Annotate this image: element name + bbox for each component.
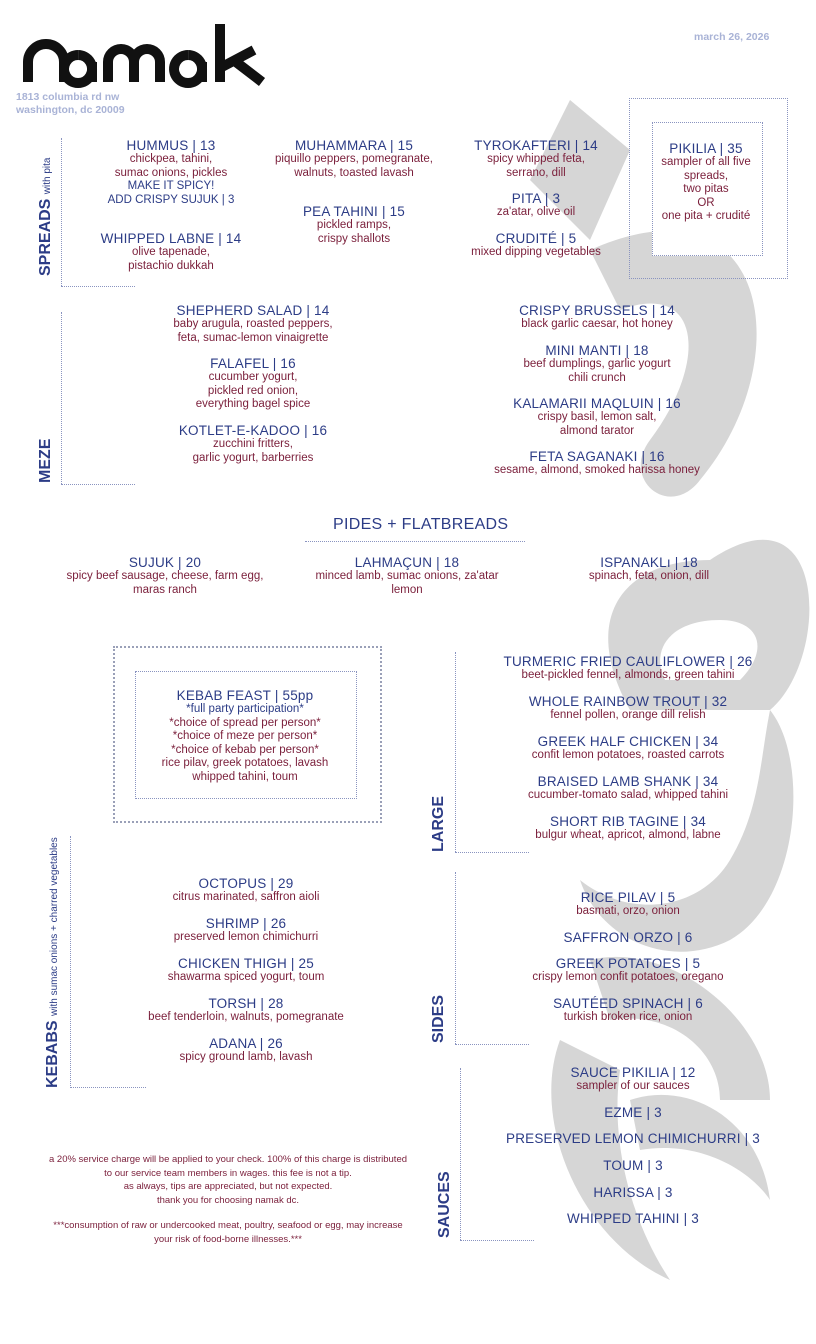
menu-item-saffron-orzo: SAFFRON ORZO | 6 bbox=[563, 930, 693, 945]
section-label-pides: PIDES + FLATBREADS bbox=[333, 516, 509, 533]
menu-item-shepherd-salad: SHEPHERD SALAD | 14 baby arugula, roasted peppers, feta, sumac-lemon vinaigrette bbox=[173, 303, 333, 344]
menu-item-preserved-lemon-chimichurri: PRESERVED LEMON CHIMICHURRI | 3 bbox=[506, 1131, 760, 1146]
address bbox=[16, 91, 125, 117]
menu-item-toum: TOUM | 3 bbox=[603, 1158, 663, 1173]
menu-item-feta-saganaki: FETA SAGANAKI | 16 sesame, almond, smoked harissa honey bbox=[494, 449, 700, 476]
menu-item-whole-rainbow-trout: WHOLE RAINBOW TROUT | 32 fennel pollen, orange dill relish bbox=[528, 694, 728, 721]
menu-item-muhammara: MUHAMMARA | 15 piquillo peppers, pomegranate, walnuts, toasted lavash bbox=[275, 138, 433, 179]
namak-logo bbox=[22, 20, 267, 90]
menu-item-crudite: CRUDITÉ | 5 mixed dipping vegetables bbox=[471, 231, 601, 258]
menu-item-short-rib-tagine: SHORT RIB TAGINE | 34 bulgur wheat, apricot, almond, labne bbox=[535, 814, 721, 841]
menu-item-octopus: OCTOPUS | 29 citrus marinated, saffron aioli bbox=[172, 876, 320, 903]
menu-item-greek-half-chicken: GREEK HALF CHICKEN | 34 confit lemon potatoes, roasted carrots bbox=[531, 734, 725, 761]
section-label-kebabs: KEBABS with sumac onions + charred vegetables bbox=[44, 837, 61, 1088]
menu-item-turmeric-fried-cauliflower: TURMERIC FRIED CAULIFLOWER | 26 beet-pickled fennel, almonds, green tahini bbox=[503, 654, 753, 681]
menu-item-hummus: HUMMUS | 13 chickpea, tahini, sumac onions, pickles MAKE IT SPICY! ADD CRISPY SUJUK | 3 bbox=[107, 138, 235, 206]
menu-item-greek-potatoes: GREEK POTATOES | 5 crispy lemon confit potatoes, oregano bbox=[532, 956, 724, 983]
menu-item-pita: PITA | 3 za'atar, olive oil bbox=[496, 191, 576, 218]
menu-item-rice-pilav: RICE PILAV | 5 basmati, orzo, onion bbox=[576, 890, 680, 917]
menu-item-crispy-brussels: CRISPY BRUSSELS | 14 black garlic caesar, hot honey bbox=[519, 303, 675, 330]
menu-item-chicken-thigh: CHICKEN THIGH | 25 shawarma spiced yogurt, toum bbox=[167, 956, 325, 983]
menu-item-tyrokafteri: TYROKAFTERI | 14 spicy whipped feta, serrano, dill bbox=[474, 138, 598, 179]
food-safety-warning: ***consumption of raw or undercooked meat, poultry, seafood or egg, may increase your risk of food-borne illnesses.*** bbox=[53, 1220, 403, 1245]
section-label-large: LARGE bbox=[430, 796, 447, 852]
menu-item-harissa: HARISSA | 3 bbox=[593, 1185, 673, 1200]
menu-item-ezme: EZME | 3 bbox=[604, 1105, 662, 1120]
menu-item-shrimp: SHRIMP | 26 preserved lemon chimichurri bbox=[173, 916, 319, 943]
menu-item-sauteed-spinach: SAUTÉED SPINACH | 6 turkish broken rice, onion bbox=[553, 996, 703, 1023]
menu-item-ispanakli: ISPANAKLı | 18 spinach, feta, onion, dill bbox=[588, 555, 710, 582]
menu-item-braised-lamb-shank: BRAISED LAMB SHANK | 34 cucumber-tomato salad, whipped tahini bbox=[527, 774, 729, 801]
address-line-2: washington, dc 20009 bbox=[16, 104, 125, 116]
menu-item-torsh: TORSH | 28 beef tenderloin, walnuts, pomegranate bbox=[148, 996, 344, 1023]
menu-item-whipped-labne: WHIPPED LABNE | 14 olive tapenade, pistachio dukkah bbox=[100, 231, 242, 272]
menu-item-kotlet-e-kadoo: KOTLET-E-KADOO | 16 zucchini fritters, garlic yogurt, barberries bbox=[178, 423, 328, 464]
section-label-sides: SIDES bbox=[430, 994, 447, 1043]
menu-item-whipped-tahini: WHIPPED TAHINI | 3 bbox=[567, 1211, 699, 1226]
section-label-meze: MEZE bbox=[37, 438, 54, 483]
menu-item-lahmacun: LAHMAÇUN | 18 minced lamb, sumac onions, za'atar lemon bbox=[315, 555, 499, 596]
menu-date: march 26, 2026 bbox=[694, 31, 770, 43]
menu-item-pea-tahini: PEA TAHINI | 15 pickled ramps, crispy shallots bbox=[302, 204, 406, 245]
section-label-sauces: SAUCES bbox=[436, 1171, 453, 1238]
menu-item-sujuk: SUJUK | 20 spicy beef sausage, cheese, farm egg, maras ranch bbox=[66, 555, 264, 596]
menu-item-kebab-feast: KEBAB FEAST | 55pp *full party participation* *choice of spread per person* *choice of meze per person* *choice of kebab per person* rice pilav, greek potatoes, lavash whipped tahini, toum bbox=[161, 688, 329, 783]
menu-item-sauce-pikilia: SAUCE PIKILIA | 12 sampler of our sauces bbox=[570, 1065, 696, 1092]
menu-item-kalamarii-maqluin: KALAMARII MAQLUIN | 16 crispy basil, lemon salt, almond tarator bbox=[513, 396, 681, 437]
menu-item-adana: ADANA | 26 spicy ground lamb, lavash bbox=[179, 1036, 313, 1063]
service-charge-note: a 20% service charge will be applied to your check. 100% of this charge is distributed to our service team members in wages. this fee is not a tip. as always, tips are appreciated, but not expected. thank you for choosing namak dc. bbox=[48, 1154, 408, 1206]
menu-item-falafel: FALAFEL | 16 cucumber yogurt, pickled red onion, everything bagel spice bbox=[195, 356, 311, 410]
section-label-spreads: SPREADS with pita bbox=[37, 157, 54, 276]
menu-item-mini-manti: MINI MANTI | 18 beef dumplings, garlic yogurt chili crunch bbox=[523, 343, 671, 384]
address-line-1: 1813 columbia rd nw bbox=[16, 91, 120, 103]
menu-item-pikilia: PIKILIA | 35 sampler of all five spreads, two pitas OR one pita + crudité bbox=[661, 141, 751, 222]
